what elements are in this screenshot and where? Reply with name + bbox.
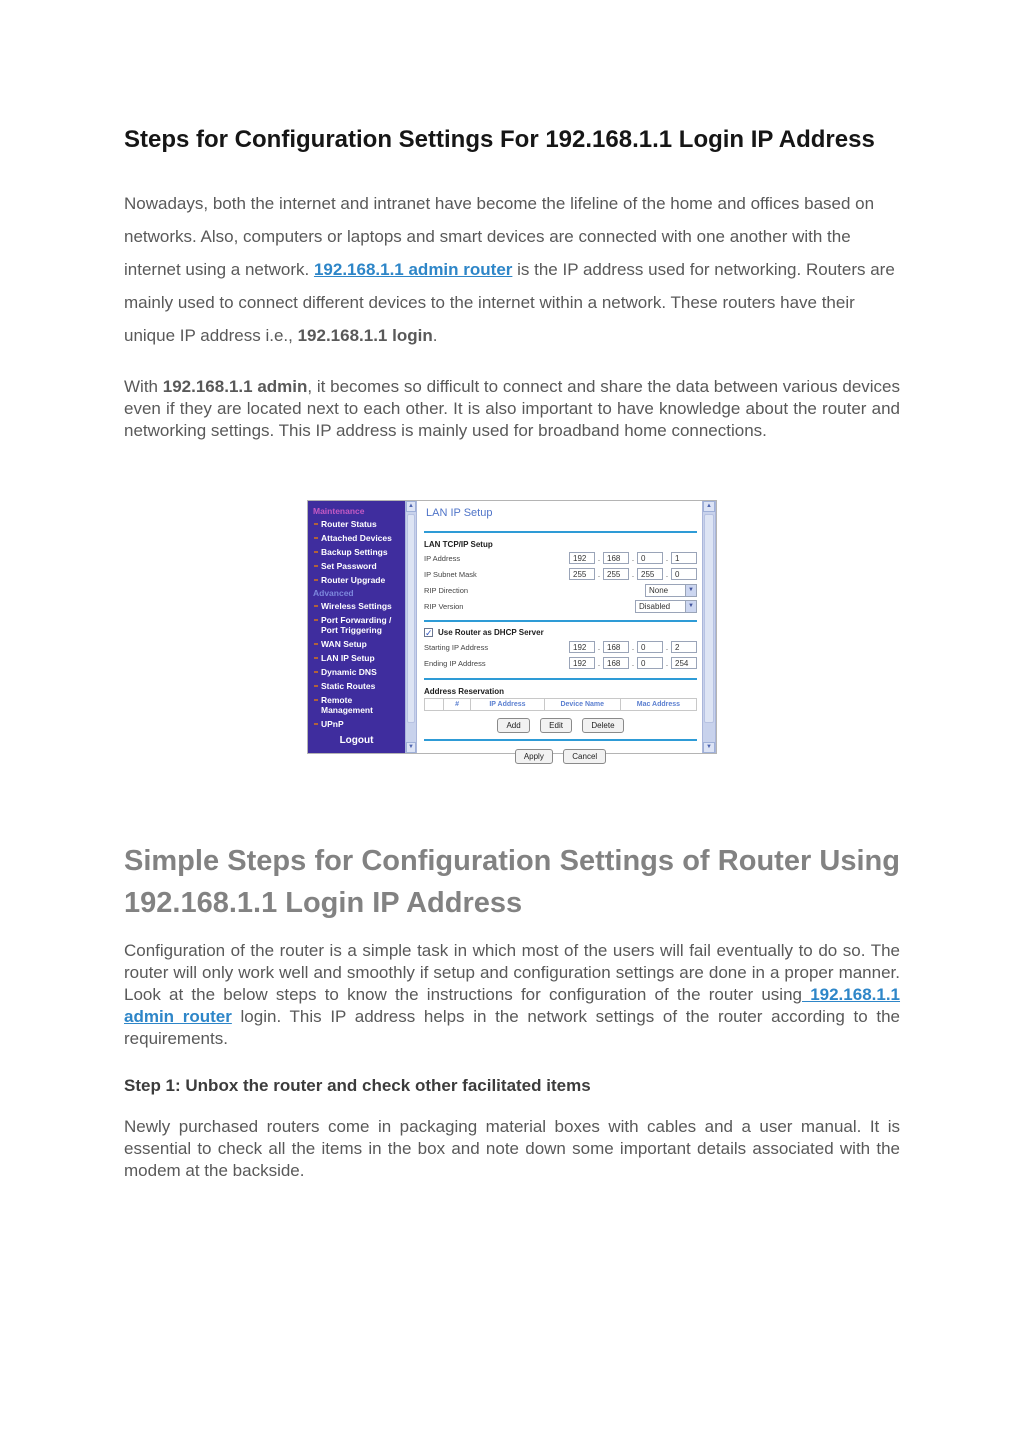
octet-dot: . [665,553,669,563]
cancel-button[interactable]: Cancel [563,749,606,764]
bullet-icon [314,671,318,673]
octet-dot: . [597,553,601,563]
configuration-paragraph [124,940,900,1050]
address-reservation-table [424,698,697,711]
paragraph-text: is the IP address used for networking. Routers are mainly used to connect different devices to the internet within a network. These routers have their unique IP address i.e., [124,260,895,345]
ip-octet-4-input[interactable] [671,552,697,564]
router-main-panel [418,501,702,761]
octet-dot: . [597,658,601,668]
sidebar-item-router-status[interactable]: Router Status [308,517,405,531]
table-header-device: Device Name [544,699,620,711]
start-octet-4-input[interactable] [671,641,697,653]
sidebar-item-set-password[interactable]: Set Password [308,559,405,573]
step-1-heading: Step 1: Unbox the router and check other facilitated items [124,1076,591,1095]
reservation-buttons [424,715,697,733]
paragraph-text: , it becomes so difficult to connect and share the data between various devices even if they are located next to each other. It is also important to have knowledge about the router and networking settings. This IP address is mainly used for broadband home connections. [124,377,900,440]
table-header-row [425,699,697,711]
page-title: Steps for Configuration Settings For 192.168.1.1 Login IP Address [124,126,875,153]
sidebar-item-wireless-settings[interactable]: Wireless Settings [308,599,405,613]
ending-ip-label: Ending IP Address [424,658,486,668]
octet-dot: . [631,658,635,668]
table-header-number: # [444,699,471,711]
bullet-icon [314,619,318,621]
starting-ip-row [424,640,697,654]
rip-version-row [424,599,697,613]
sidebar-item-remote-management[interactable]: Remote Management [308,693,405,717]
start-octet-2-input[interactable] [603,641,629,653]
sidebar-item-upnp[interactable]: UPnP [308,717,405,731]
rip-direction-label: RIP Direction [424,585,469,595]
bullet-icon [314,523,318,525]
octet-dot: . [665,658,669,668]
subnet-mask-label: IP Subnet Mask [424,569,477,579]
ip-octet-2-input[interactable] [603,552,629,564]
step-1-paragraph: Newly purchased routers come in packaging material boxes with cables and a user manual. It is essential to check all the items in the box and note down some important details associated with the modem at the backside. [124,1117,900,1180]
bullet-icon [314,605,318,607]
paragraph-text: Configuration of the router is a simple task in which most of the users will fail eventually to do so. The router will only work well and smoothly if setup and configuration settings are done in a proper manner. Look at the below steps to know the instructions for configuration of the router using [124,941,900,1004]
bullet-icon [314,723,318,725]
ip-address-row [424,551,697,565]
paragraph-text: Nowadays, both the internet and intranet have become the lifeline of the home and offices based on networks. Also, computers or laptops and smart devices are connected with one another with the internet using a network. [124,194,875,279]
scroll-down-icon[interactable]: ▼ [406,742,416,753]
bullet-icon [314,579,318,581]
paragraph-text: . [432,326,438,345]
divider [424,678,697,680]
starting-ip-label: Starting IP Address [424,642,489,652]
start-octet-1-input[interactable] [569,641,595,653]
subnet-mask-row [424,567,697,581]
octet-dot: . [631,569,635,579]
ip-octet-1-input[interactable] [569,552,595,564]
octet-dot: . [665,642,669,652]
subnet-octet-4-input[interactable] [671,568,697,580]
address-reservation-label: Address Reservation [424,687,505,696]
end-octet-4-input[interactable] [671,657,697,669]
rip-version-value: Disabled [639,601,671,611]
start-octet-3-input[interactable] [637,641,663,653]
admin-router-link[interactable]: 192.168.1.1 admin router [313,260,513,279]
sidebar-item-backup-settings[interactable]: Backup Settings [308,545,405,559]
bullet-icon [314,565,318,567]
paragraph-text: With [124,377,163,396]
delete-button[interactable]: Delete [582,718,623,733]
rip-version-select[interactable] [635,600,697,613]
divider [424,620,697,622]
router-admin-screenshot [307,500,717,761]
divider [424,531,697,533]
rip-direction-value: None [649,585,669,595]
bullet-icon [314,551,318,553]
bullet-icon [314,685,318,687]
sidebar-item-wan-setup[interactable]: WAN Setup [308,637,405,651]
bullet-icon [314,643,318,645]
document-content [124,122,900,1182]
octet-dot: . [665,569,669,579]
sidebar-section-maintenance: Maintenance [313,506,365,516]
sidebar-item-lan-ip-setup[interactable]: LAN IP Setup [308,651,405,665]
apply-button[interactable]: Apply [515,749,553,764]
content-scrollbar[interactable] [702,501,716,753]
sidebar-item-dynamic-dns[interactable]: Dynamic DNS [308,665,405,679]
second-paragraph [124,376,900,442]
rip-direction-select[interactable] [645,584,697,597]
end-octet-2-input[interactable] [603,657,629,669]
subnet-octet-3-input[interactable] [637,568,663,580]
admin-router-link-2[interactable]: 192.168.1.1 admin router [124,985,901,1026]
dropdown-arrow-icon: ▼ [685,585,696,596]
scroll-up-icon[interactable]: ▲ [406,501,416,512]
paragraph-text: login. This IP address helps in the network settings of the router according to the requirements. [124,1007,900,1048]
sidebar-item-port-forwarding[interactable]: Port Forwarding / Port Triggering [308,613,405,637]
table-header-mac: Mac Address [620,699,696,711]
octet-dot: . [597,569,601,579]
add-button[interactable]: Add [497,718,529,733]
bullet-icon [314,537,318,539]
table-header-empty [425,699,444,711]
sidebar-scrollbar[interactable] [405,501,417,753]
ip-address-label: IP Address [424,553,461,563]
bullet-icon [314,699,318,701]
octet-dot: . [631,553,635,563]
panel-title: LAN IP Setup [426,507,493,519]
dhcp-checkbox[interactable]: ✓ [425,628,433,638]
ending-ip-row [424,656,697,670]
sidebar-item-router-upgrade[interactable]: Router Upgrade [308,573,405,587]
divider [424,739,697,741]
lan-tcpip-section-label: LAN TCP/IP Setup [424,540,493,549]
rip-direction-row [424,583,697,597]
octet-dot: . [631,642,635,652]
end-octet-1-input[interactable] [569,657,595,669]
dhcp-server-row [424,627,697,638]
end-octet-3-input[interactable] [637,657,663,669]
intro-paragraph [124,187,900,352]
router-sidebar [308,501,405,753]
sidebar-item-attached-devices[interactable]: Attached Devices [308,531,405,545]
scrollbar-thumb[interactable] [704,514,714,723]
dhcp-checkbox-label: Use Router as DHCP Server [438,628,544,637]
scroll-down-icon[interactable]: ▼ [703,742,715,753]
subnet-octet-2-input[interactable] [603,568,629,580]
logout-button[interactable]: Logout [339,735,374,746]
form-actions [424,746,697,764]
edit-button[interactable]: Edit [540,718,572,733]
subnet-octet-1-input[interactable] [569,568,595,580]
table-header-ip: IP Address [471,699,544,711]
bullet-icon [314,657,318,659]
sidebar-item-static-routes[interactable]: Static Routes [308,679,405,693]
octet-dot: . [597,642,601,652]
rip-version-label: RIP Version [424,601,464,611]
scrollbar-thumb[interactable] [407,514,415,723]
bold-text: 192.168.1.1 login [297,326,433,345]
scroll-up-icon[interactable]: ▲ [703,501,715,512]
dropdown-arrow-icon: ▼ [685,601,696,612]
section-title: Simple Steps for Configuration Settings of Router Using 192.168.1.1 Login IP Address [124,845,900,919]
sidebar-section-advanced: Advanced [313,588,354,598]
ip-octet-3-input[interactable] [637,552,663,564]
bold-text: 192.168.1.1 admin [162,377,308,396]
